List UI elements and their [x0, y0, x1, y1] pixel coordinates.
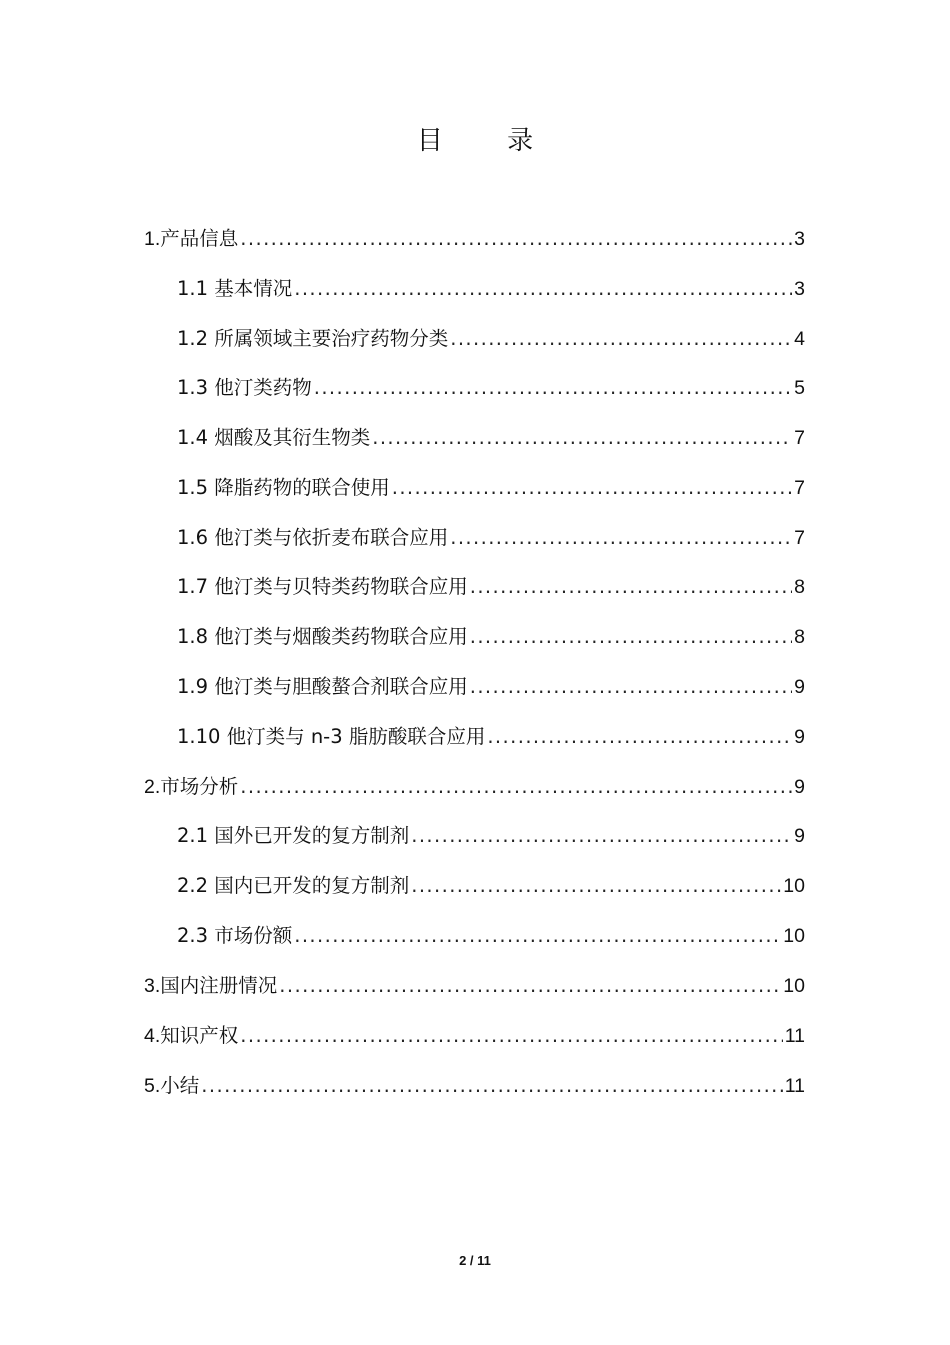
toc-dot-leader	[411, 821, 792, 851]
toc-dot-leader	[487, 722, 792, 752]
toc-entry-title: 2.3 市场份额	[177, 924, 293, 947]
toc-entry-title: 1.2 所属领域主要治疗药物分类	[177, 327, 449, 350]
toc-entry[interactable]	[144, 1021, 805, 1051]
toc-entry-number: 2.	[144, 776, 161, 798]
toc-dot-leader	[240, 772, 792, 802]
toc-entry-page: 8	[794, 576, 805, 598]
toc-entry-number: 5.	[144, 1075, 161, 1097]
toc-entry[interactable]	[177, 423, 805, 453]
toc-entry-page: 8	[794, 626, 805, 648]
toc-dot-leader	[240, 1021, 782, 1051]
toc-entry-title: 国内注册情况	[160, 974, 278, 997]
toc-entry-page: 10	[783, 975, 805, 997]
toc-entry-title: 1.6 他汀类与依折麦布联合应用	[177, 526, 449, 549]
toc-entry[interactable]	[177, 373, 805, 403]
toc-entry[interactable]	[177, 672, 805, 702]
toc-entry-page: 7	[794, 527, 805, 549]
toc-entry-page: 9	[794, 776, 805, 798]
toc-entry-title: 小结	[160, 1074, 200, 1097]
toc-entry[interactable]	[144, 224, 805, 254]
toc-entry[interactable]	[177, 622, 805, 652]
toc-entry-title: 2.2 国内已开发的复方制剂	[177, 874, 410, 897]
toc-entry[interactable]	[177, 473, 805, 503]
toc-entry-page: 7	[794, 477, 805, 499]
toc-entry-title: 产品信息	[160, 227, 239, 250]
toc-dot-leader	[470, 572, 792, 602]
toc-entry[interactable]	[177, 274, 805, 304]
toc-entry-page: 11	[784, 1075, 805, 1097]
toc-entry-page: 4	[794, 328, 805, 350]
toc-entry-page: 9	[794, 676, 805, 698]
page-number: 2 / 11	[459, 1253, 491, 1268]
toc-entry[interactable]	[177, 821, 805, 851]
toc-entry-page: 3	[794, 278, 805, 300]
toc-dot-leader	[470, 672, 792, 702]
toc-dot-leader	[201, 1071, 782, 1101]
toc-entry-page: 5	[794, 377, 805, 399]
toc-dot-leader	[372, 423, 792, 453]
toc-dot-leader	[294, 921, 781, 951]
toc-entry-title: 1.5 降脂药物的联合使用	[177, 476, 390, 499]
toc-dot-leader	[279, 971, 781, 1001]
toc-dot-leader	[240, 224, 792, 254]
toc-entry-title: 1.9 他汀类与胆酸螯合剂联合应用	[177, 675, 468, 698]
toc-entry[interactable]	[177, 921, 805, 951]
toc-entry-page: 10	[783, 925, 805, 947]
toc-entry[interactable]	[144, 971, 805, 1001]
toc-entry-number: 1.	[144, 228, 161, 250]
toc-entry-page: 3	[794, 228, 805, 250]
toc-dot-leader	[392, 473, 792, 503]
toc-entry-title: 1.4 烟酸及其衍生物类	[177, 426, 371, 449]
toc-dot-leader	[294, 274, 792, 304]
toc-entry[interactable]	[144, 772, 805, 802]
toc-entry-title: 1.7 他汀类与贝特类药物联合应用	[177, 575, 468, 598]
toc-dot-leader	[314, 373, 792, 403]
toc-entry-number: 3.	[144, 975, 161, 997]
toc-entry[interactable]	[177, 572, 805, 602]
toc-entry-title: 1.1 基本情况	[177, 277, 293, 300]
toc-entry[interactable]	[177, 523, 805, 553]
toc-entry-title: 市场分析	[160, 775, 239, 798]
toc-dot-leader	[450, 324, 792, 354]
toc-entry-title: 知识产权	[160, 1024, 239, 1047]
toc-entry[interactable]	[177, 324, 805, 354]
toc-entry-title: 1.10 他汀类与 n-3 脂肪酸联合应用	[177, 725, 486, 748]
toc-entry[interactable]	[144, 1071, 805, 1101]
toc-entry-title: 1.8 他汀类与烟酸类药物联合应用	[177, 625, 468, 648]
toc-dot-leader	[411, 871, 781, 901]
toc-dot-leader	[450, 523, 792, 553]
toc-entry[interactable]	[177, 871, 805, 901]
toc-entry-title: 1.3 他汀类药物	[177, 376, 312, 399]
toc-entry-number: 4.	[144, 1025, 161, 1047]
toc-entry-page: 10	[783, 875, 805, 897]
page-title: 目 录	[416, 126, 562, 156]
toc-dot-leader	[470, 622, 792, 652]
toc-entry-page: 9	[794, 825, 805, 847]
toc-entry-title: 2.1 国外已开发的复方制剂	[177, 824, 410, 847]
toc-entry-page: 7	[794, 427, 805, 449]
toc-entry-page: 9	[794, 726, 805, 748]
toc-entry[interactable]	[177, 722, 805, 752]
toc-entry-page: 11	[784, 1025, 805, 1047]
